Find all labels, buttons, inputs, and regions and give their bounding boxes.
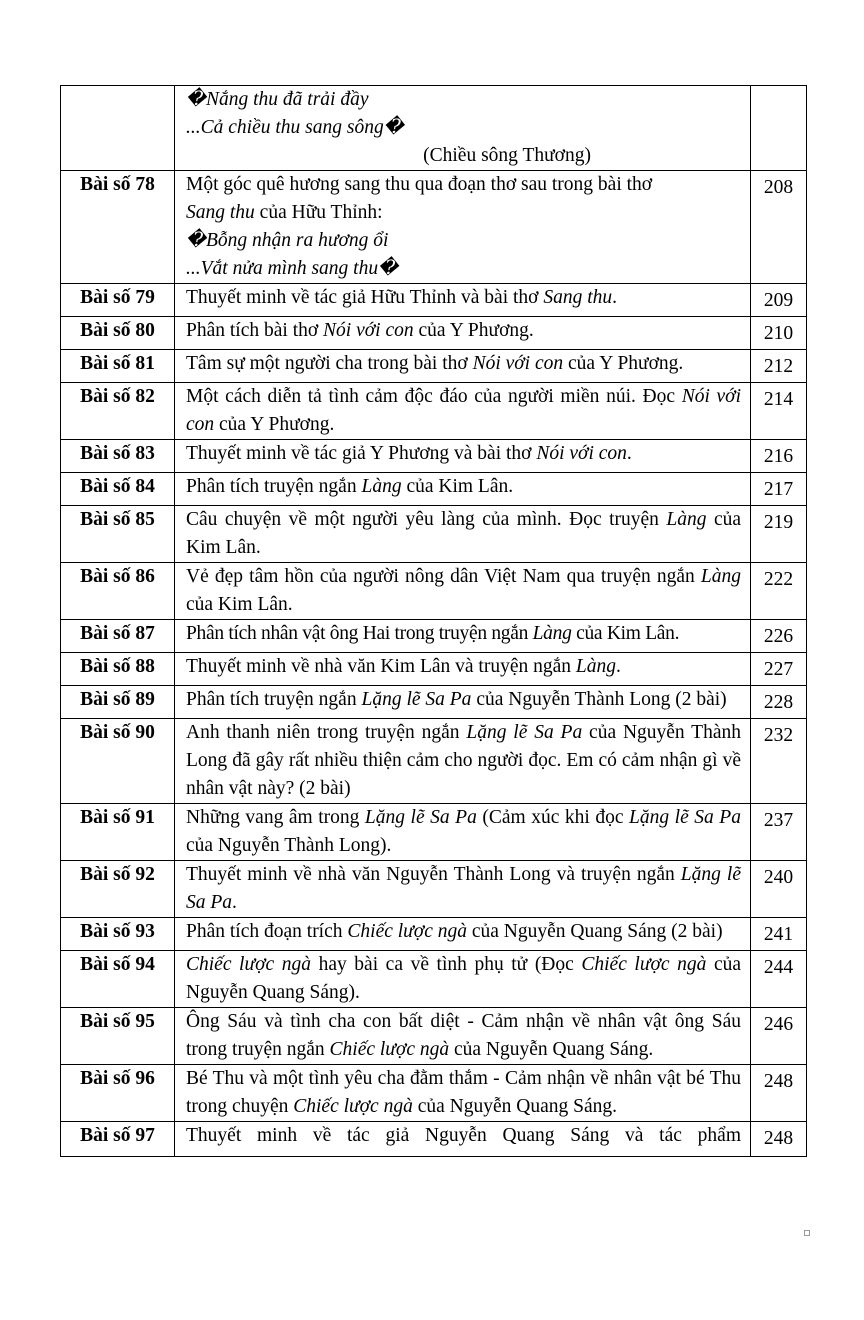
table-row: [61, 951, 807, 1008]
page-number: 214: [751, 383, 807, 440]
page-number: 244: [751, 951, 807, 1008]
lesson-number: Bài số 96: [61, 1065, 175, 1122]
lesson-number: Bài số 97: [61, 1122, 175, 1157]
page-number: 212: [751, 350, 807, 383]
label-cell: [61, 86, 175, 171]
page-number: 219: [751, 506, 807, 563]
table-row: [61, 171, 807, 284]
lesson-number: Bài số 78: [61, 171, 175, 284]
table-row: [61, 383, 807, 440]
page-number: 240: [751, 861, 807, 918]
table-row: [61, 473, 807, 506]
lesson-title: Phân tích truyện ngắn Làng của Kim Lân.: [175, 473, 751, 506]
lesson-title: Thuyết minh về tác giả Nguyễn Quang Sáng và tác phẩm: [175, 1122, 751, 1157]
lesson-title: Ông Sáu và tình cha con bất diệt - Cảm nhận về nhân vật ông Sáu trong truyện ngắn Chiếc lược ngà của Nguyễn Quang Sáng.: [175, 1008, 751, 1065]
table-row: [61, 620, 807, 653]
lesson-title: Tâm sự một người cha trong bài thơ Nói với con của Y Phương.: [175, 350, 751, 383]
lesson-title: Câu chuyện về một người yêu làng của mình. Đọc truyện Làng của Kim Lân.: [175, 506, 751, 563]
lesson-title: Những vang âm trong Lặng lẽ Sa Pa (Cảm xúc khi đọc Lặng lẽ Sa Pa của Nguyễn Thành Long).: [175, 804, 751, 861]
table-row: [61, 1122, 807, 1157]
lesson-title: Thuyết minh về tác giả Y Phương và bài thơ Nói với con.: [175, 440, 751, 473]
table-row: [61, 1065, 807, 1122]
lesson-title: Thuyết minh về tác giả Hữu Thỉnh và bài thơ Sang thu.: [175, 284, 751, 317]
lesson-number: Bài số 85: [61, 506, 175, 563]
table-row: [61, 317, 807, 350]
table-row: [61, 440, 807, 473]
page-number: 246: [751, 1008, 807, 1065]
page-corner-marker: [804, 1230, 810, 1236]
page-number: 209: [751, 284, 807, 317]
table-row: [61, 653, 807, 686]
lesson-title: Thuyết minh về nhà văn Nguyễn Thành Long và truyện ngắn Lặng lẽ Sa Pa.: [175, 861, 751, 918]
page-number: 227: [751, 653, 807, 686]
lesson-number: Bài số 80: [61, 317, 175, 350]
lesson-number: Bài số 90: [61, 719, 175, 804]
table-row: [61, 918, 807, 951]
page-number: 237: [751, 804, 807, 861]
poem-line: �Nắng thu đã trải đầy: [186, 89, 369, 110]
page-cell: [751, 86, 807, 171]
lesson-title: Vẻ đẹp tâm hồn của người nông dân Việt Nam qua truyện ngắn Làng của Kim Lân.: [175, 563, 751, 620]
table-row-continuation: [61, 86, 807, 171]
page-number: 208: [751, 171, 807, 284]
table-row: [61, 719, 807, 804]
lesson-number: Bài số 82: [61, 383, 175, 440]
lesson-title: Phân tích truyện ngắn Lặng lẽ Sa Pa của Nguyễn Thành Long (2 bài): [175, 686, 751, 719]
lesson-title: Anh thanh niên trong truyện ngắn Lặng lẽ Sa Pa của Nguyễn Thành Long đã gây rất nhiều thiện cảm cho người đọc. Em có cảm nhận gì về nhân vật này? (2 bài): [175, 719, 751, 804]
lesson-number: Bài số 94: [61, 951, 175, 1008]
lesson-title: Thuyết minh về nhà văn Kim Lân và truyện ngắn Làng.: [175, 653, 751, 686]
lesson-number: Bài số 87: [61, 620, 175, 653]
table-row: [61, 350, 807, 383]
page-number: 210: [751, 317, 807, 350]
lesson-title: Phân tích đoạn trích Chiếc lược ngà của Nguyễn Quang Sáng (2 bài): [175, 918, 751, 951]
table-row: [61, 506, 807, 563]
page-number: 222: [751, 563, 807, 620]
lesson-title: Phân tích bài thơ Nói với con của Y Phương.: [175, 317, 751, 350]
page-number: 248: [751, 1065, 807, 1122]
table-row: [61, 1008, 807, 1065]
table-row: [61, 686, 807, 719]
lesson-number: Bài số 92: [61, 861, 175, 918]
poem-line: �Bỗng nhận ra hương ổi: [186, 230, 389, 251]
lesson-number: Bài số 86: [61, 563, 175, 620]
lesson-title: Phân tích nhân vật ông Hai trong truyện ngắn Làng của Kim Lân.: [175, 620, 751, 653]
page-number: 232: [751, 719, 807, 804]
lesson-number: Bài số 93: [61, 918, 175, 951]
lesson-number: Bài số 79: [61, 284, 175, 317]
lesson-number: Bài số 95: [61, 1008, 175, 1065]
table-row: [61, 804, 807, 861]
description-cell: [175, 86, 751, 171]
page-number: 228: [751, 686, 807, 719]
lesson-number: Bài số 81: [61, 350, 175, 383]
table-of-contents: [60, 85, 807, 1157]
poem-line: ...Cả chiều thu sang sông�: [186, 117, 404, 138]
lesson-number: Bài số 84: [61, 473, 175, 506]
lesson-number: Bài số 88: [61, 653, 175, 686]
lesson-title: Một góc quê hương sang thu qua đoạn thơ sau trong bài thơ Sang thu của Hữu Thỉnh: �Bỗng nhận ra hương ổi ...Vắt nửa mình sang thu�: [175, 171, 751, 284]
page-number: 217: [751, 473, 807, 506]
page-number: 216: [751, 440, 807, 473]
lesson-title: Một cách diễn tả tình cảm độc đáo của người miền núi. Đọc Nói với con của Y Phương.: [175, 383, 751, 440]
lesson-title: Bé Thu và một tình yêu cha đằm thắm - Cảm nhận về nhân vật bé Thu trong chuyện Chiếc lược ngà của Nguyễn Quang Sáng.: [175, 1065, 751, 1122]
lesson-number: Bài số 91: [61, 804, 175, 861]
page-number: 226: [751, 620, 807, 653]
table-row: [61, 861, 807, 918]
lesson-number: Bài số 89: [61, 686, 175, 719]
poem-line: ...Vắt nửa mình sang thu�: [186, 258, 399, 279]
lesson-title: Chiếc lược ngà hay bài ca về tình phụ tử (Đọc Chiếc lược ngà của Nguyễn Quang Sáng).: [175, 951, 751, 1008]
poem-source: (Chiều sông Thương): [423, 145, 591, 166]
table-row: [61, 563, 807, 620]
table-row: [61, 284, 807, 317]
page-number: 248: [751, 1122, 807, 1157]
page-number: 241: [751, 918, 807, 951]
lesson-number: Bài số 83: [61, 440, 175, 473]
